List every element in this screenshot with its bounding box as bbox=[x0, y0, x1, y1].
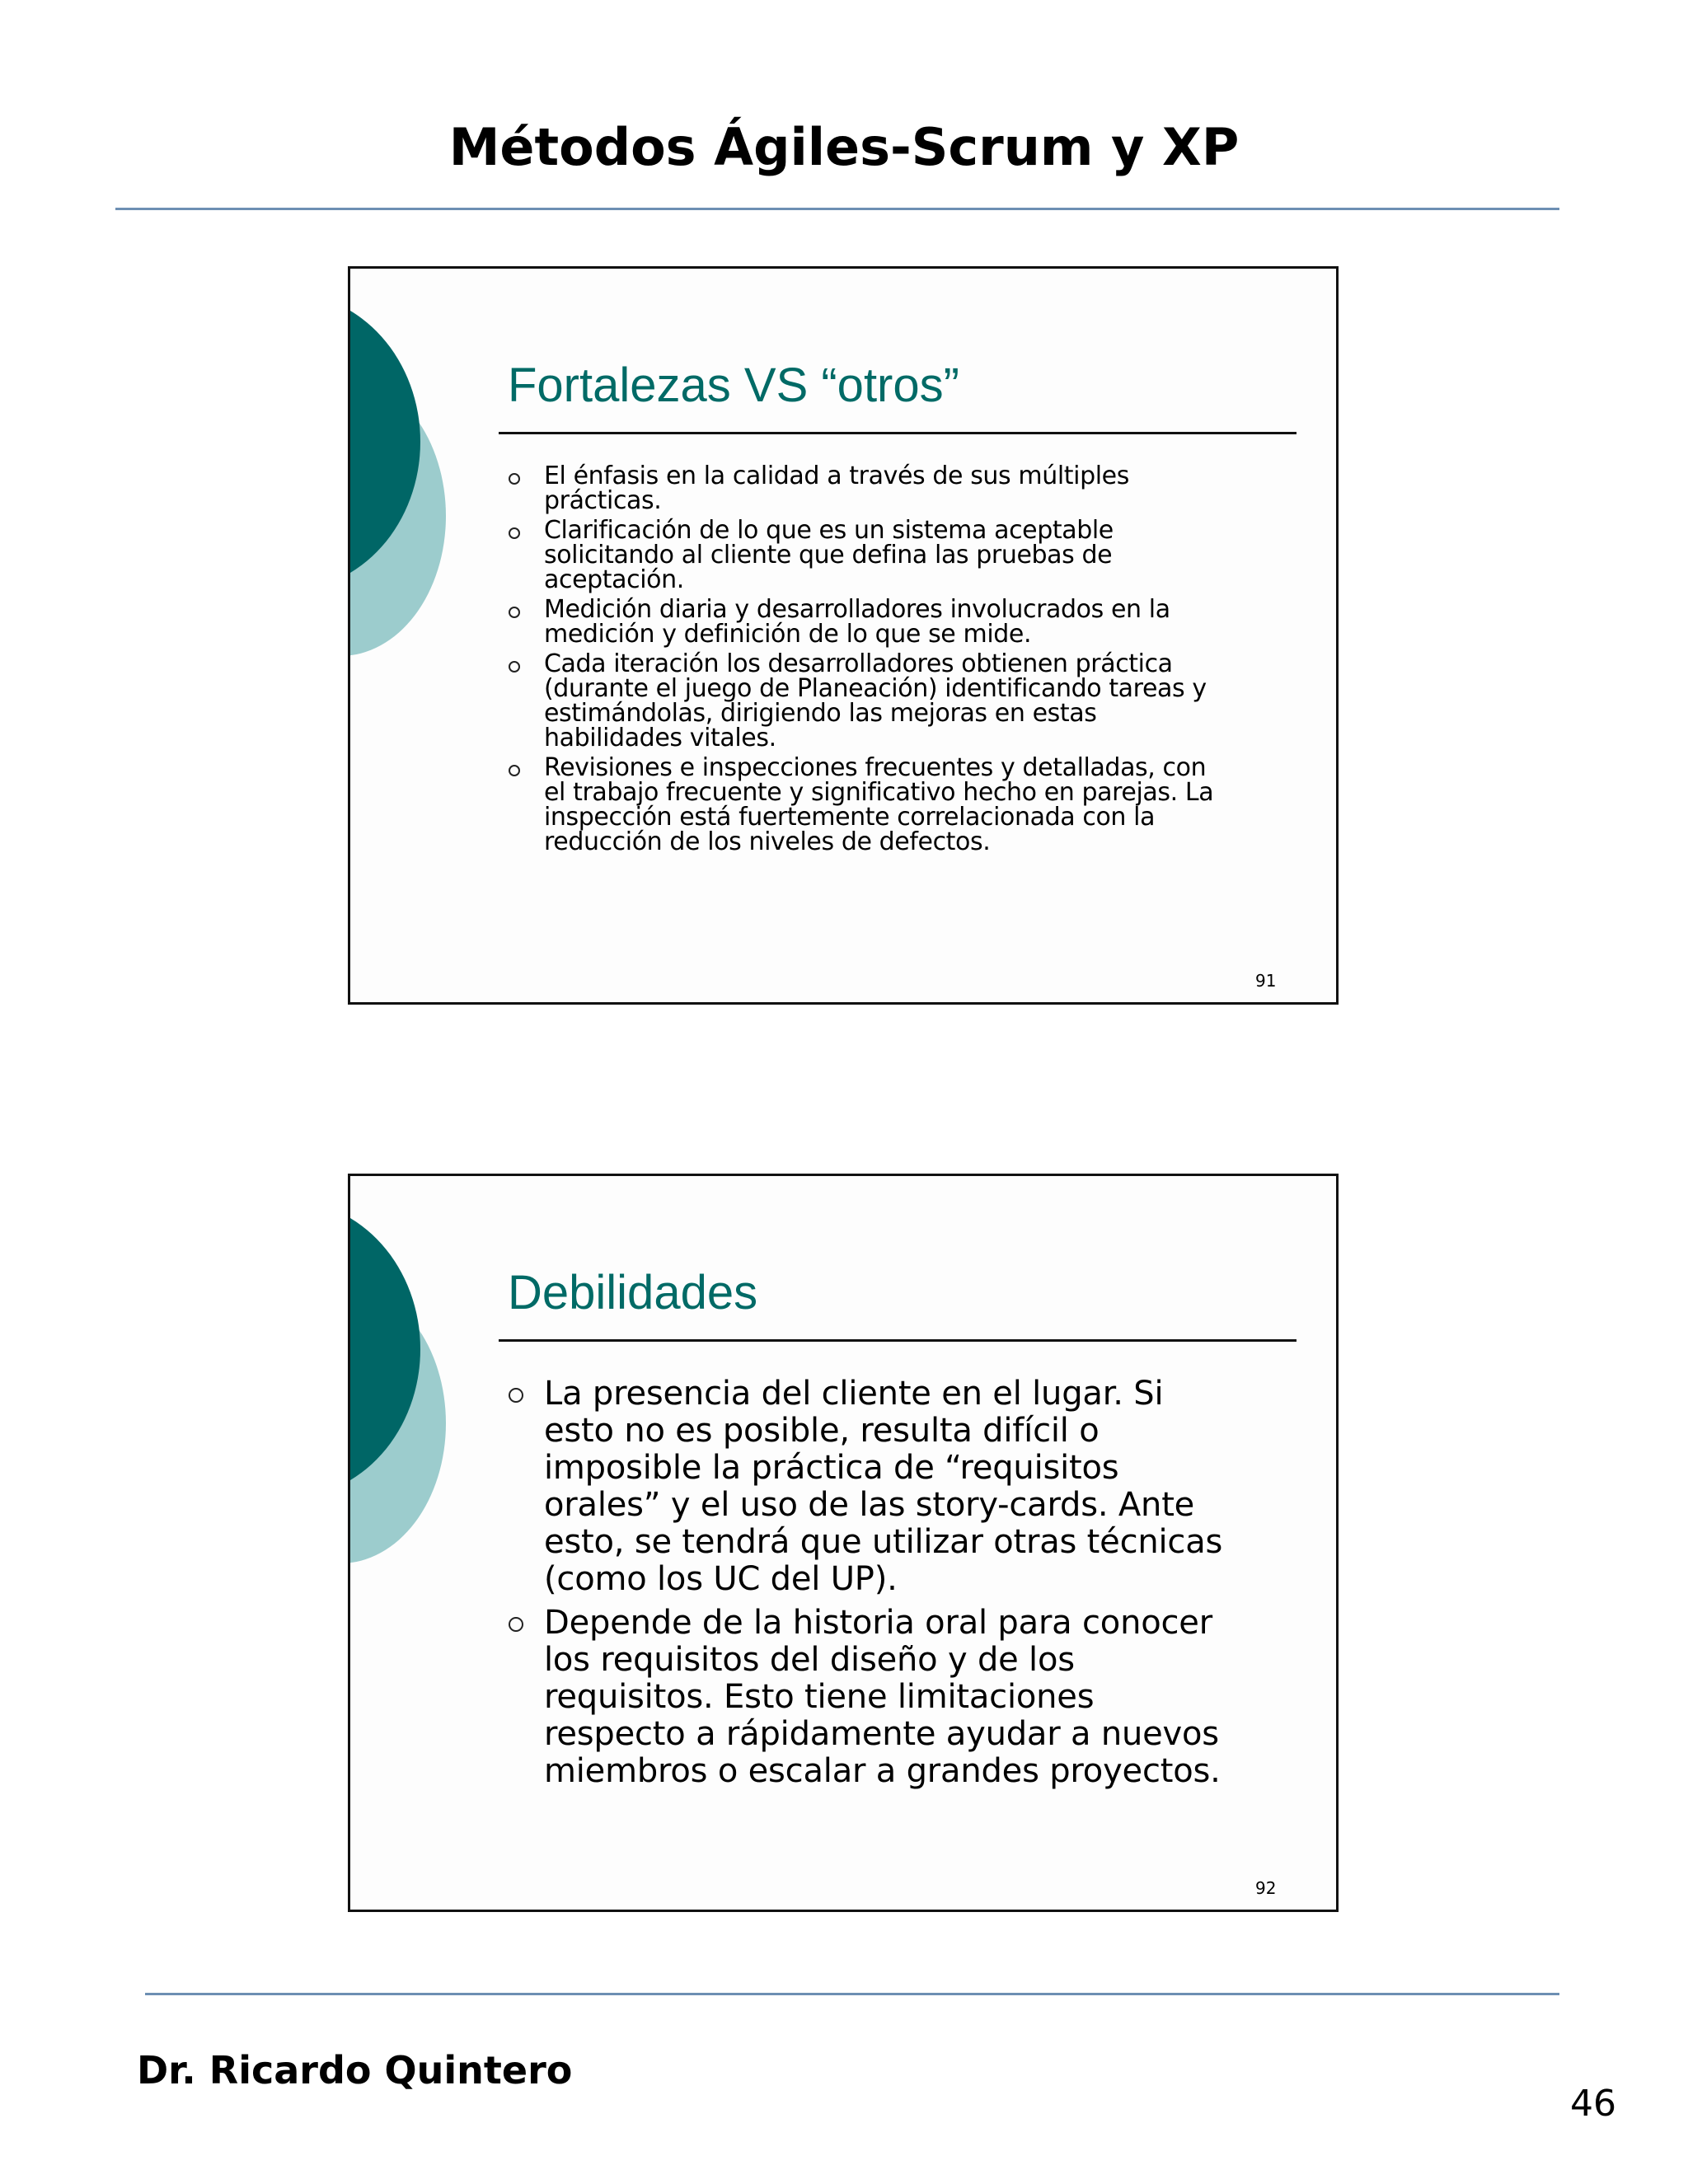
bullet-line: Medición diaria y desarrolladores involucrados en la bbox=[544, 595, 1170, 624]
bullet-list bbox=[507, 1376, 1298, 1797]
bullet-line: inspección está fuertemente correlacionada con la bbox=[544, 803, 1156, 832]
bullet-line: orales” y el uso de las story-cards. Ante bbox=[544, 1486, 1195, 1524]
bullet-item bbox=[507, 464, 1298, 513]
bullet-item bbox=[507, 595, 1298, 649]
bullet-circle-icon bbox=[509, 473, 520, 485]
slide-number: 91 bbox=[1255, 971, 1277, 991]
bullet-line: Depende de la historia oral para conocer bbox=[544, 1604, 1212, 1642]
bullet-line: El énfasis en la calidad a través de sus múltiples bbox=[544, 462, 1129, 490]
bullet-item bbox=[507, 649, 1298, 752]
author-name: Dr. Ricardo Quintero bbox=[137, 2048, 573, 2093]
bullet-circle-icon bbox=[509, 1388, 523, 1403]
bullet-circle-icon bbox=[509, 765, 520, 776]
bullet-line: Cada iteración los desarrolladores obtienen práctica bbox=[544, 649, 1173, 678]
page-title: Métodos Ágiles-Scrum y XP bbox=[448, 117, 1240, 177]
slide-title: Debilidades bbox=[508, 1266, 758, 1319]
bullet-line: los requisitos del diseño y de los bbox=[544, 1641, 1075, 1679]
bullet-line: La presencia del cliente en el lugar. Si bbox=[544, 1375, 1164, 1413]
bullet-circle-icon bbox=[509, 527, 520, 539]
bullet-line: (como los UC del UP). bbox=[544, 1560, 898, 1598]
bullet-line: medición y definición de lo que se mide. bbox=[544, 620, 1032, 649]
slide-title: Fortalezas VS “otros” bbox=[508, 359, 959, 412]
bullet-line: esto, se tendrá que utilizar otras técnicas bbox=[544, 1523, 1223, 1561]
bullet-line: respecto a rápidamente ayudar a nuevos bbox=[544, 1715, 1219, 1753]
bullet-line: Clarificación de lo que es un sistema aceptable bbox=[544, 516, 1114, 545]
bullet-line: requisitos. Esto tiene limitaciones bbox=[544, 1678, 1095, 1716]
slide-fortalezas bbox=[348, 266, 1339, 1005]
bullet-item bbox=[507, 753, 1298, 856]
bullet-line: solicitando al cliente que defina las pruebas de bbox=[544, 541, 1113, 569]
bullet-item bbox=[507, 518, 1298, 593]
bullet-line: Revisiones e inspecciones frecuentes y detalladas, con bbox=[544, 753, 1207, 782]
bullet-line: reducción de los niveles de defectos. bbox=[544, 827, 991, 856]
bullet-item bbox=[507, 1376, 1298, 1598]
bullet-line: estimándolas, dirigiendo las mejoras en estas bbox=[544, 699, 1097, 728]
slide-debilidades bbox=[348, 1174, 1339, 1912]
bullet-line: imposible la práctica de “requisitos bbox=[544, 1449, 1119, 1487]
bullet-circle-icon bbox=[509, 661, 520, 673]
bullet-line: prácticas. bbox=[544, 486, 662, 515]
slide-title-divider bbox=[499, 1339, 1296, 1342]
page-number: 46 bbox=[1570, 2083, 1616, 2125]
footer-divider bbox=[145, 1993, 1559, 1995]
bullet-line: el trabajo frecuente y significativo hecho en parejas. La bbox=[544, 778, 1214, 807]
bullet-line: habilidades vitales. bbox=[544, 724, 776, 752]
bullet-circle-icon bbox=[509, 607, 520, 618]
bullet-line: aceptación. bbox=[544, 565, 684, 594]
bullet-line: (durante el juego de Planeación) identificando tareas y bbox=[544, 674, 1207, 703]
slide-number: 92 bbox=[1255, 1878, 1277, 1898]
bullet-line: miembros o escalar a grandes proyectos. bbox=[544, 1752, 1221, 1790]
header-divider bbox=[115, 208, 1559, 210]
bullet-line: esto no es posible, resulta difícil o bbox=[544, 1412, 1100, 1450]
slide-title-divider bbox=[499, 432, 1296, 434]
bullet-item bbox=[507, 1605, 1298, 1790]
bullet-circle-icon bbox=[509, 1617, 523, 1632]
bullet-list bbox=[507, 464, 1298, 860]
